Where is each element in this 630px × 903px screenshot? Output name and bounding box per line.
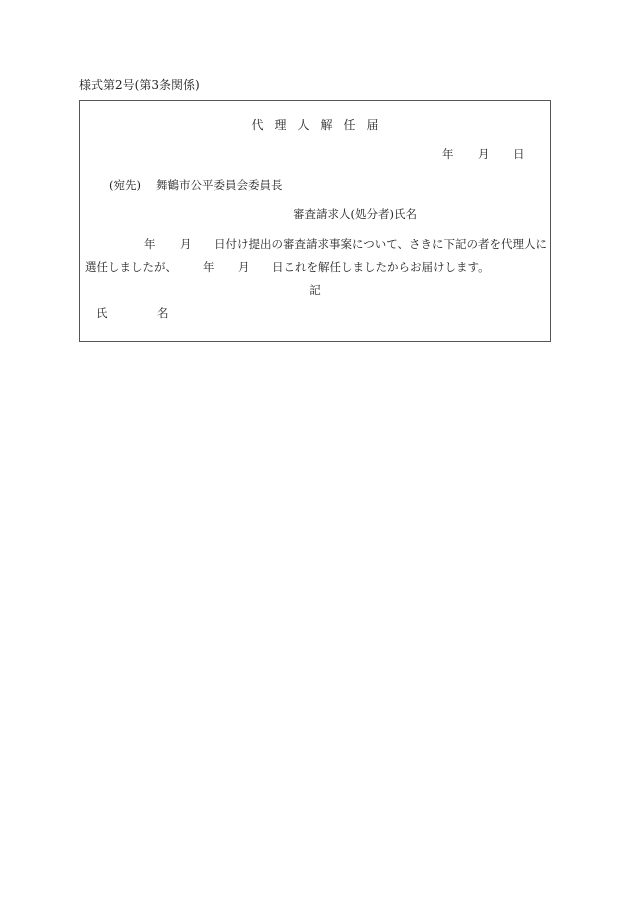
body-line1-year: 年 [144, 237, 156, 251]
form-title: 代理人解任届 [251, 118, 390, 132]
body-line2-month: 月 [238, 260, 250, 274]
name-label-surname: 氏 [96, 306, 108, 320]
body-line1-text: 日付け提出の審査請求事案について、さきに下記の者を代理人に [214, 237, 548, 251]
ki-label: 記 [309, 283, 321, 297]
date-year-label: 年 [442, 147, 454, 161]
body-line2-text-b: 日これを解任しましたからお届けします。 [272, 260, 490, 274]
addressee-name: 舞鶴市公平委員会委員長 [156, 178, 283, 192]
form-box [79, 100, 551, 342]
body-line2-text-a: 選任しましたが、 [85, 260, 177, 274]
name-label-given: 名 [157, 306, 169, 320]
date-month-label: 月 [478, 147, 490, 161]
applicant-name-label: 審査請求人(処分者)氏名 [293, 207, 417, 221]
body-line2-year: 年 [203, 260, 215, 274]
body-line1-month: 月 [180, 237, 192, 251]
addressee-prefix: (宛先) [109, 178, 141, 192]
form-number: 様式第2号(第3条関係) [79, 78, 200, 92]
date-day-label: 日 [513, 147, 525, 161]
